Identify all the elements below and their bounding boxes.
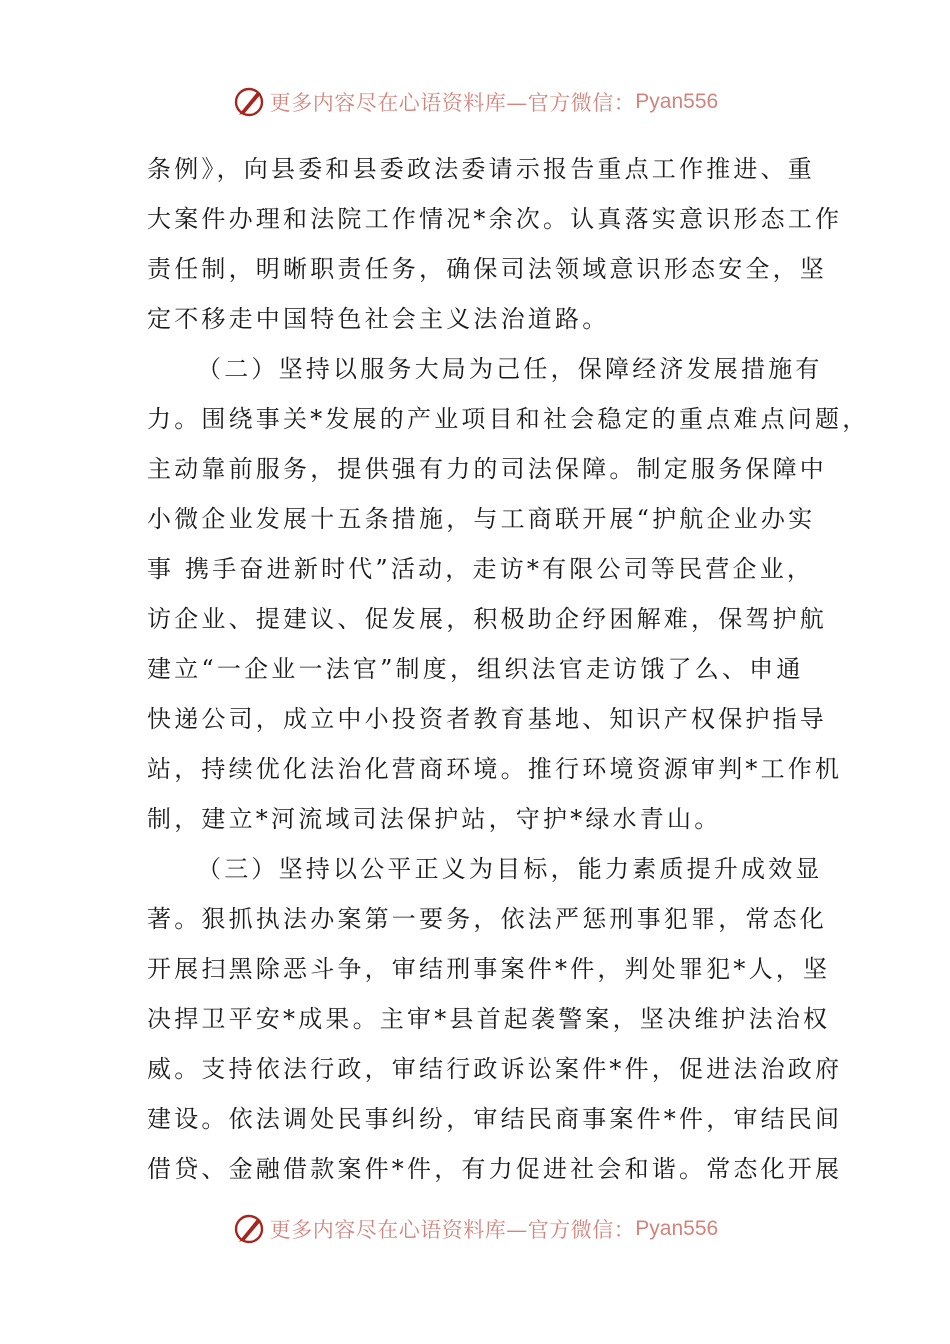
text-line: 制，建立*河流域司法保护站，守护*绿水青山。 — [147, 805, 722, 833]
text-line: 责任制，明晰职责任务，确保司法领域意识形态安全，坚 — [147, 255, 827, 283]
text-line: 借贷、金融借款案件*件，有力促进社会和谐。常态化开展 — [147, 1155, 843, 1183]
section-heading-line: （三）坚持以公平正义为目标，能力素质提升成效显 — [197, 855, 823, 883]
banner-wechat-id: Pyan556 — [635, 1217, 719, 1240]
section-heading-line: （二）坚持以服务大局为己任，保障经济发展措施有 — [197, 355, 823, 383]
banner-text: 更多内容尽在心语资料库—官方微信： — [269, 91, 636, 115]
text-line: 主动靠前服务，提供强有力的司法保障。制定服务保障中 — [147, 455, 827, 483]
footer-watermark-banner — [0, 1209, 950, 1249]
text-line: 建立“一企业一法官”制度，组织法官走访饿了么、申通 — [147, 655, 804, 683]
text-line: 站，持续优化法治化营商环境。推行环境资源审判*工作机 — [147, 755, 843, 783]
text-line: 威。支持依法行政，审结行政诉讼案件*件，促进法治政府 — [147, 1055, 843, 1083]
text-line: 著。狠抓执法办案第一要务，依法严惩刑事犯罪，常态化 — [147, 905, 827, 933]
text-line: 决捍卫平安*成果。主审*县首起袭警案，坚决维护法治权 — [147, 1005, 831, 1033]
text-line: 事 携手奋进新时代”活动，走访*有限公司等民营企业， — [147, 555, 815, 583]
quill-pen-circle-icon — [232, 1212, 266, 1246]
text-line: 开展扫黑除恶斗争，审结刑事案件*件，判处罪犯*人，坚 — [147, 955, 831, 983]
header-watermark-banner — [0, 82, 950, 122]
quill-pen-circle-icon — [232, 85, 266, 119]
text-line: 条例》，向县委和县委政法委请示报告重点工作推进、重 — [147, 155, 815, 183]
banner-text: 更多内容尽在心语资料库—官方微信： — [269, 1218, 636, 1242]
text-line: 大案件办理和法院工作情况*余次。认真落实意识形态工作 — [147, 205, 843, 233]
document-body — [147, 150, 870, 1200]
text-line: 力。围绕事关*发展的产业项目和社会稳定的重点难点问题， — [147, 405, 870, 433]
text-line: 小微企业发展十五条措施，与工商联开展“护航企业办实 — [147, 505, 816, 533]
text-line: 定不移走中国特色社会主义法治道路。 — [147, 305, 610, 333]
banner-wechat-id: Pyan556 — [635, 90, 719, 113]
text-line: 建设。依法调处民事纠纷，审结民商事案件*件，审结民间 — [147, 1105, 843, 1133]
text-line: 访企业、提建议、促发展，积极助企纾困解难，保驾护航 — [147, 605, 827, 633]
text-line: 快递公司，成立中小投资者教育基地、知识产权保护指导 — [147, 705, 827, 733]
